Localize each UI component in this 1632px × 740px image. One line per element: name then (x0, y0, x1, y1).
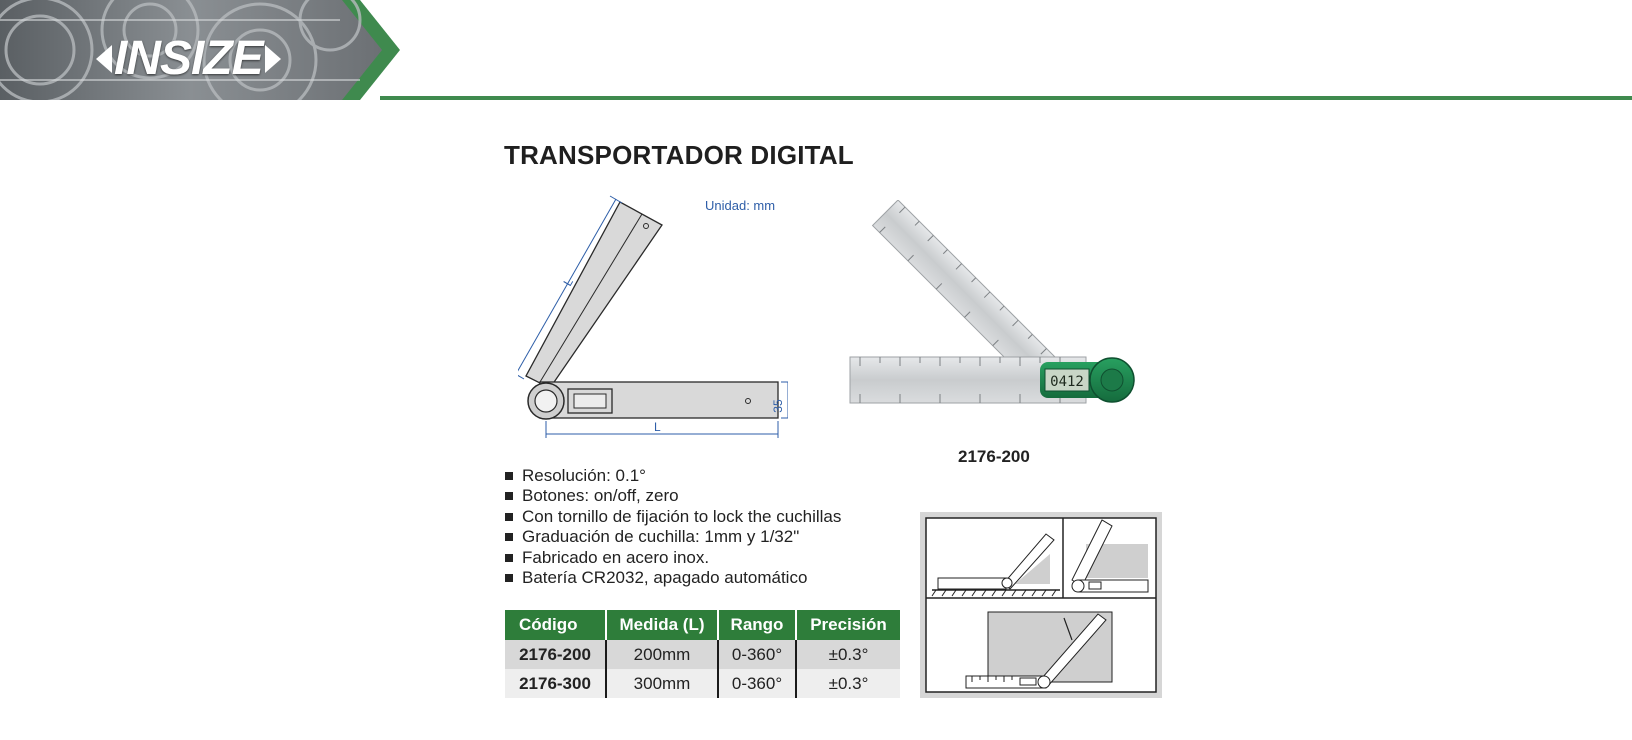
feature-item (505, 548, 841, 568)
page-header (0, 0, 1632, 100)
feature-text: Fabricado en acero inox. (522, 547, 710, 567)
column-header-precision: Precisión (796, 610, 900, 640)
feature-text: Botones: on/off, zero (522, 486, 679, 506)
bullet-icon (505, 554, 513, 562)
angled-blade (526, 202, 662, 388)
hinge (528, 383, 564, 419)
usage-panel-3 (966, 612, 1112, 688)
table-row (505, 669, 900, 698)
cell-size: 200mm (606, 640, 718, 669)
feature-item (505, 568, 841, 588)
feature-list (505, 466, 841, 588)
column-header-range: Rango (718, 610, 796, 640)
lcd-reading: 0412 (1050, 374, 1084, 390)
horizontal-blade (540, 382, 778, 418)
column-header-size: Medida (L) (606, 610, 718, 640)
cell-precision: ±0.3° (796, 669, 900, 698)
length-label-angled: L (560, 275, 576, 289)
logo-arrow-right-icon (265, 45, 281, 73)
column-header-code: Código (505, 610, 606, 640)
feature-item (505, 507, 841, 527)
feature-text: Resolución: 0.1° (522, 466, 646, 485)
cell-range: 0-360° (718, 640, 796, 669)
bullet-icon (505, 574, 513, 582)
cell-precision: ±0.3° (796, 640, 900, 669)
feature-item (505, 466, 841, 486)
feature-text: Con tornillo de fijación to lock the cuchillas (522, 506, 842, 526)
width-label: 35 (771, 399, 785, 413)
unit-note: Unidad: mm (705, 198, 776, 213)
header-divider (380, 96, 1632, 100)
technical-drawing (518, 192, 788, 444)
usage-illustration (920, 512, 1162, 698)
bullet-icon (505, 472, 513, 480)
digital-display-unit (1040, 358, 1134, 402)
bullet-icon (505, 492, 513, 500)
cell-code: 2176-200 (505, 640, 606, 669)
spec-table (505, 610, 900, 698)
cell-range: 0-360° (718, 669, 796, 698)
logo-arrow-left-icon (96, 45, 112, 73)
bullet-icon (505, 533, 513, 541)
length-label-horizontal: L (654, 420, 661, 434)
brand-logo (96, 32, 281, 86)
brand-name: INSIZE (114, 32, 263, 85)
feature-text: Graduación de cuchilla: 1mm y 1/32" (522, 527, 800, 547)
product-photo (846, 200, 1146, 426)
feature-item (505, 527, 841, 547)
feature-item (505, 486, 841, 506)
feature-text: Batería CR2032, apagado automático (522, 568, 808, 588)
cell-size: 300mm (606, 669, 718, 698)
bullet-icon (505, 513, 513, 521)
table-header-row (505, 610, 900, 640)
model-number: 2176-200 (958, 447, 1030, 466)
page-title: TRANSPORTADOR DIGITAL (504, 140, 854, 170)
cell-code: 2176-300 (505, 669, 606, 698)
table-row (505, 640, 900, 669)
